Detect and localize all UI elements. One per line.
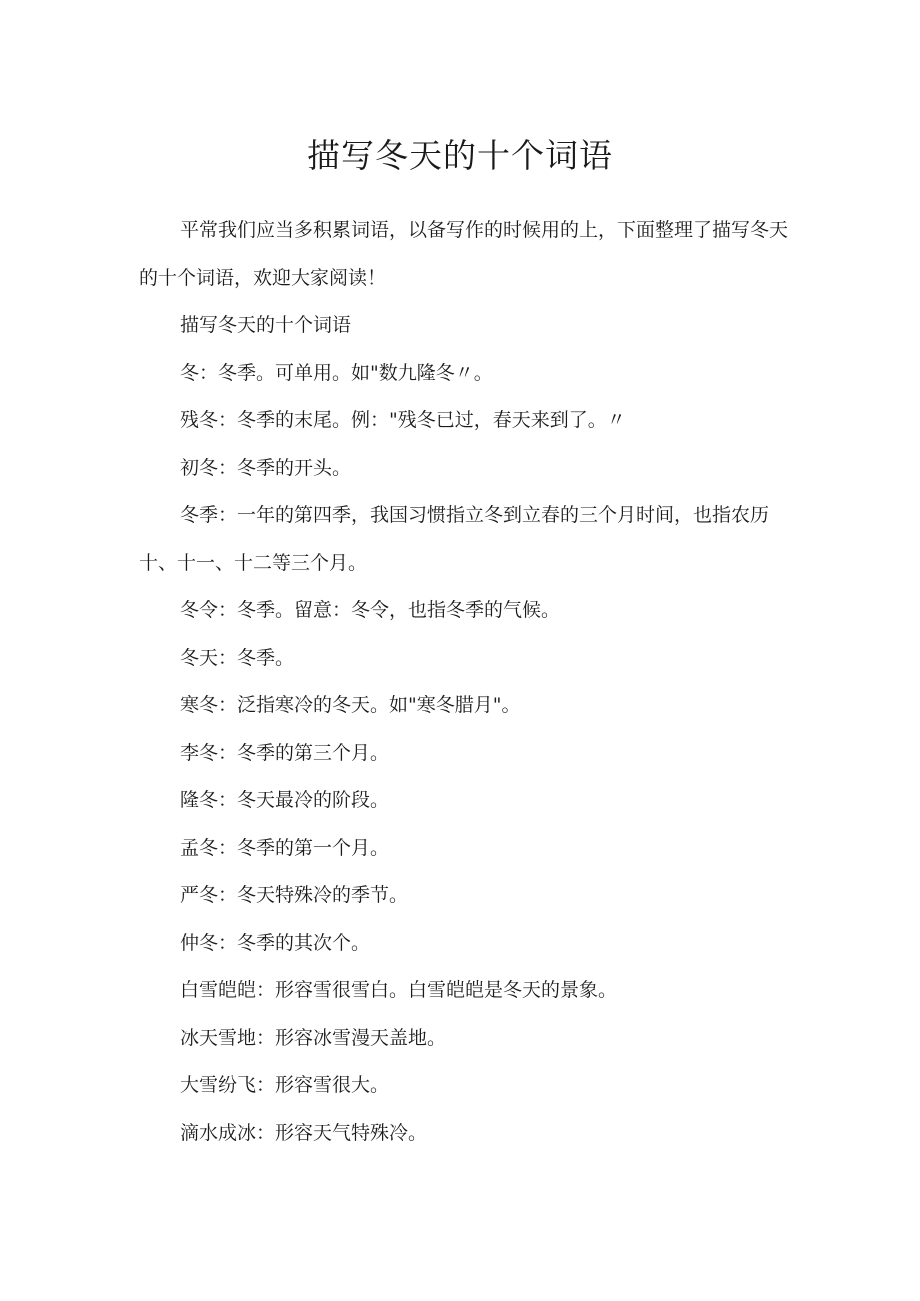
document-title: 描写冬天的十个词语 — [307, 136, 613, 175]
document-body — [139, 207, 789, 1157]
entry-paragraph: 隆冬：冬天最冷的阶段。 — [180, 789, 390, 811]
entry-paragraph: 孟冬：冬季的第一个月。 — [180, 836, 390, 859]
entry-paragraph: 李冬：冬季的第三个月。 — [180, 741, 390, 764]
entry-paragraph: 残冬：冬季的末尾。例："残冬已过，春天来到了。〃 — [180, 409, 626, 431]
entry-paragraph: 冬令：冬季。留意：冬令，也指冬季的气候。 — [180, 599, 561, 621]
intro-paragraph: 平常我们应当多积累词语，以备写作的时候用的上，下面整理了描写冬天的十个词语，欢迎大家阅读！ — [139, 219, 789, 289]
entry-paragraph: 冬：冬季。可单用。如"数九隆冬〃。 — [180, 361, 493, 384]
entry-paragraph: 大雪纷飞：形容雪很大。 — [180, 1074, 390, 1096]
entry-paragraph: 白雪皑皑：形容雪很雪白。白雪皑皑是冬天的景象。 — [180, 979, 618, 1001]
section-heading: 描写冬天的十个词语 — [180, 314, 352, 336]
entry-paragraph: 初冬：冬季的开头。 — [180, 456, 352, 479]
entry-paragraph: 冬天：冬季。 — [180, 646, 295, 669]
entry-paragraph: 滴水成冰：形容天气特殊冷。 — [180, 1121, 428, 1144]
entry-paragraph: 冰天雪地：形容冰雪漫天盖地。 — [180, 1026, 447, 1049]
entry-paragraph: 冬季：一年的第四季，我国习惯指立冬到立春的三个月时间，也指农历十、十一、十二等三个月。 — [139, 504, 770, 574]
entry-paragraph: 严冬：冬天特殊冷的季节。 — [180, 884, 409, 906]
entry-paragraph: 仲冬：冬季的其次个。 — [180, 931, 371, 954]
entry-paragraph: 寒冬：泛指寒冷的冬天。如"寒冬腊月"。 — [180, 694, 521, 716]
